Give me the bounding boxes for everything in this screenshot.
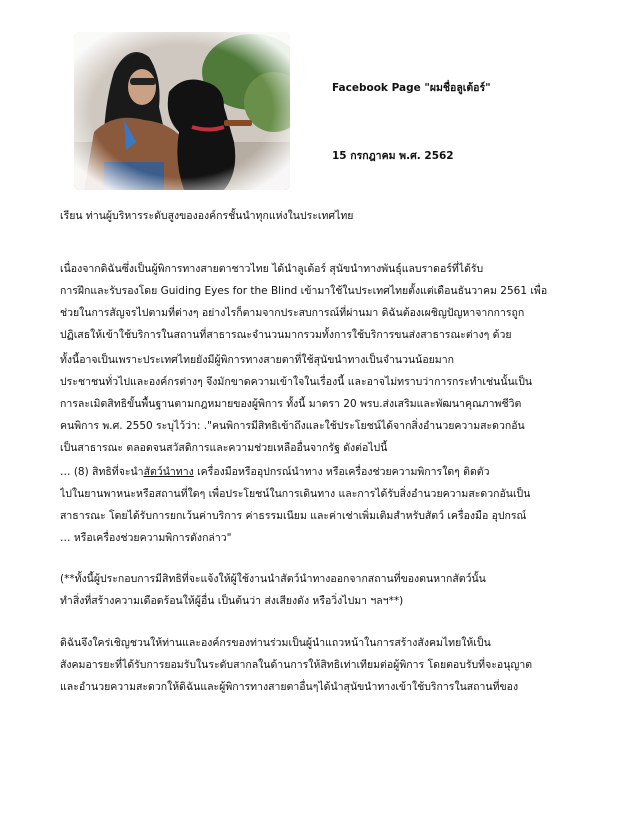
paragraph-2 bbox=[60, 349, 578, 459]
paragraph-5 bbox=[60, 632, 578, 698]
paragraph-line: (**ทั้งนี้ผู้ประกอบการมีสิทธิที่จะแจ้งให้ผู้ใช้งานนำสัตว์นำทางออกจากสถานที่ของตนหากสัตว์นั้น bbox=[60, 573, 486, 585]
paragraph-line: และอำนวยความสะดวกให้ดิฉันและผู้พิการทางสายตาอื่นๆได้นำสุนัขนำทางเข้าใช้บริการในสถานที่ของ bbox=[60, 681, 519, 693]
paragraph-line: สาธารณะ โดยได้รับการยกเว้นค่าบริการ ค่าธรรมเนียม และค่าเช่าเพิ่มเติมสำหรับสัตว์ เครื่องมือ อุปกรณ์ bbox=[60, 510, 527, 522]
quote-suffix: เครื่องมือหรืออุปกรณ์นำทาง หรือเครื่องช่วยความพิการใดๆ ติดตัว bbox=[193, 466, 490, 478]
paragraph-4-note bbox=[60, 568, 578, 612]
paragraph-line: ประชาชนทั่วไปและองค์กรต่างๆ จึงมักขาดความเข้าใจในเรื่องนี้ และอาจไม่ทราบว่าการกระทำเช่นนั้นเป็น bbox=[60, 376, 533, 388]
paragraph-line: การฝึกและรับรองโดย Guiding Eyes for the Blind เข้ามาใช้ในประเทศไทยตั้งแต่เดือนธันวาคม 2561 เพื่อ bbox=[60, 285, 548, 297]
underlined-term: สัตว์นำทาง bbox=[143, 466, 194, 478]
letter-date: 15 กรกฎาคม พ.ศ. 2562 bbox=[332, 150, 454, 162]
paragraph-line: ไปในยานพาหนะหรือสถานที่ใดๆ เพื่อประโยชน์ในการเดินทาง และการได้รับสิ่งอำนวยความสะดวกอันเป็น bbox=[60, 488, 531, 500]
paragraph-line: ปฏิเสธให้เข้าใช้บริการในสถานที่สาธารณะจำนวนมากรวมทั้งการใช้บริการขนส่งสาธารณะต่างๆ ด้วย bbox=[60, 329, 512, 341]
paragraph-line: เนื่องจากดิฉันซึ่งเป็นผู้พิการทางสายตาชาวไทย ได้นำลูเต้อร์ สุนัขนำทางพันธุ์แลบราดอร์ที่ได้รับ bbox=[60, 263, 484, 275]
paragraph-line: คนพิการ พ.ศ. 2550 ระบุไว้ว่า: ."คนพิการมีสิทธิเข้าถึงและใช้ประโยชน์ได้จากสิ่งอำนวยความสะดวกอัน bbox=[60, 420, 525, 432]
paragraph-line: … หรือเครื่องช่วยความพิการดังกล่าว" bbox=[60, 532, 232, 544]
facebook-page-title: Facebook Page "ผมชื่อลูเต้อร์" bbox=[332, 82, 491, 94]
paragraph-line: เป็นสาธารณะ ตลอดจนสวัสดิการและความช่วยเหลืออื่นจากรัฐ ดังต่อไปนี้ bbox=[60, 442, 388, 454]
paragraph-line: ทำสิ่งที่สร้างความเดือดร้อนให้ผู้อื่น เป็นต้นว่า ส่งเสียงดัง หรือวิ่งไปมา ฯลฯ**) bbox=[60, 595, 404, 607]
paragraph-line: ดิฉันจึงใคร่เชิญชวนให้ท่านและองค์กรของท่านร่วมเป็นผู้นำแถวหน้าในการสร้างสังคมไทยให้เป็น bbox=[60, 637, 491, 649]
quote-prefix: … (8) สิทธิที่จะนำ bbox=[60, 466, 144, 478]
photo-illustration bbox=[74, 32, 290, 190]
photo-woman-with-guide-dog bbox=[74, 32, 290, 190]
paragraph-3-quote bbox=[60, 461, 578, 549]
salutation-text: เรียน ท่านผู้บริหารระดับสูงขององค์กรชั้นนำทุกแห่งในประเทศไทย bbox=[60, 210, 354, 222]
paragraph-line: สังคมอารยะที่ได้รับการยอมรับในระดับสากลในด้านการให้สิทธิเท่าเทียมต่อผู้พิการ โดยตอบรับที่จะอนุญาต bbox=[60, 659, 533, 671]
salutation bbox=[60, 205, 578, 227]
paragraph-line: การละเมิดสิทธิขั้นพื้นฐานตามกฎหมายของผู้พิการ ทั้งนี้ มาตรา 20 พรบ.ส่งเสริมและพัฒนาคุณภาพชีวิต bbox=[60, 398, 522, 410]
paragraph-line: ทั้งนี้อาจเป็นเพราะประเทศไทยยังมีผู้พิการทางสายตาที่ใช้สุนัขนำทางเป็นจำนวนน้อยมาก bbox=[60, 354, 454, 366]
paragraph-1 bbox=[60, 258, 578, 346]
paragraph-line bbox=[60, 461, 578, 483]
paragraph-line: ช่วยในการสัญจรไปตามที่ต่างๆ อย่างไรก็ตามจากประสบการณ์ที่ผ่านมา ดิฉันต้องเผชิญปัญหาจากการถูก bbox=[60, 307, 525, 319]
